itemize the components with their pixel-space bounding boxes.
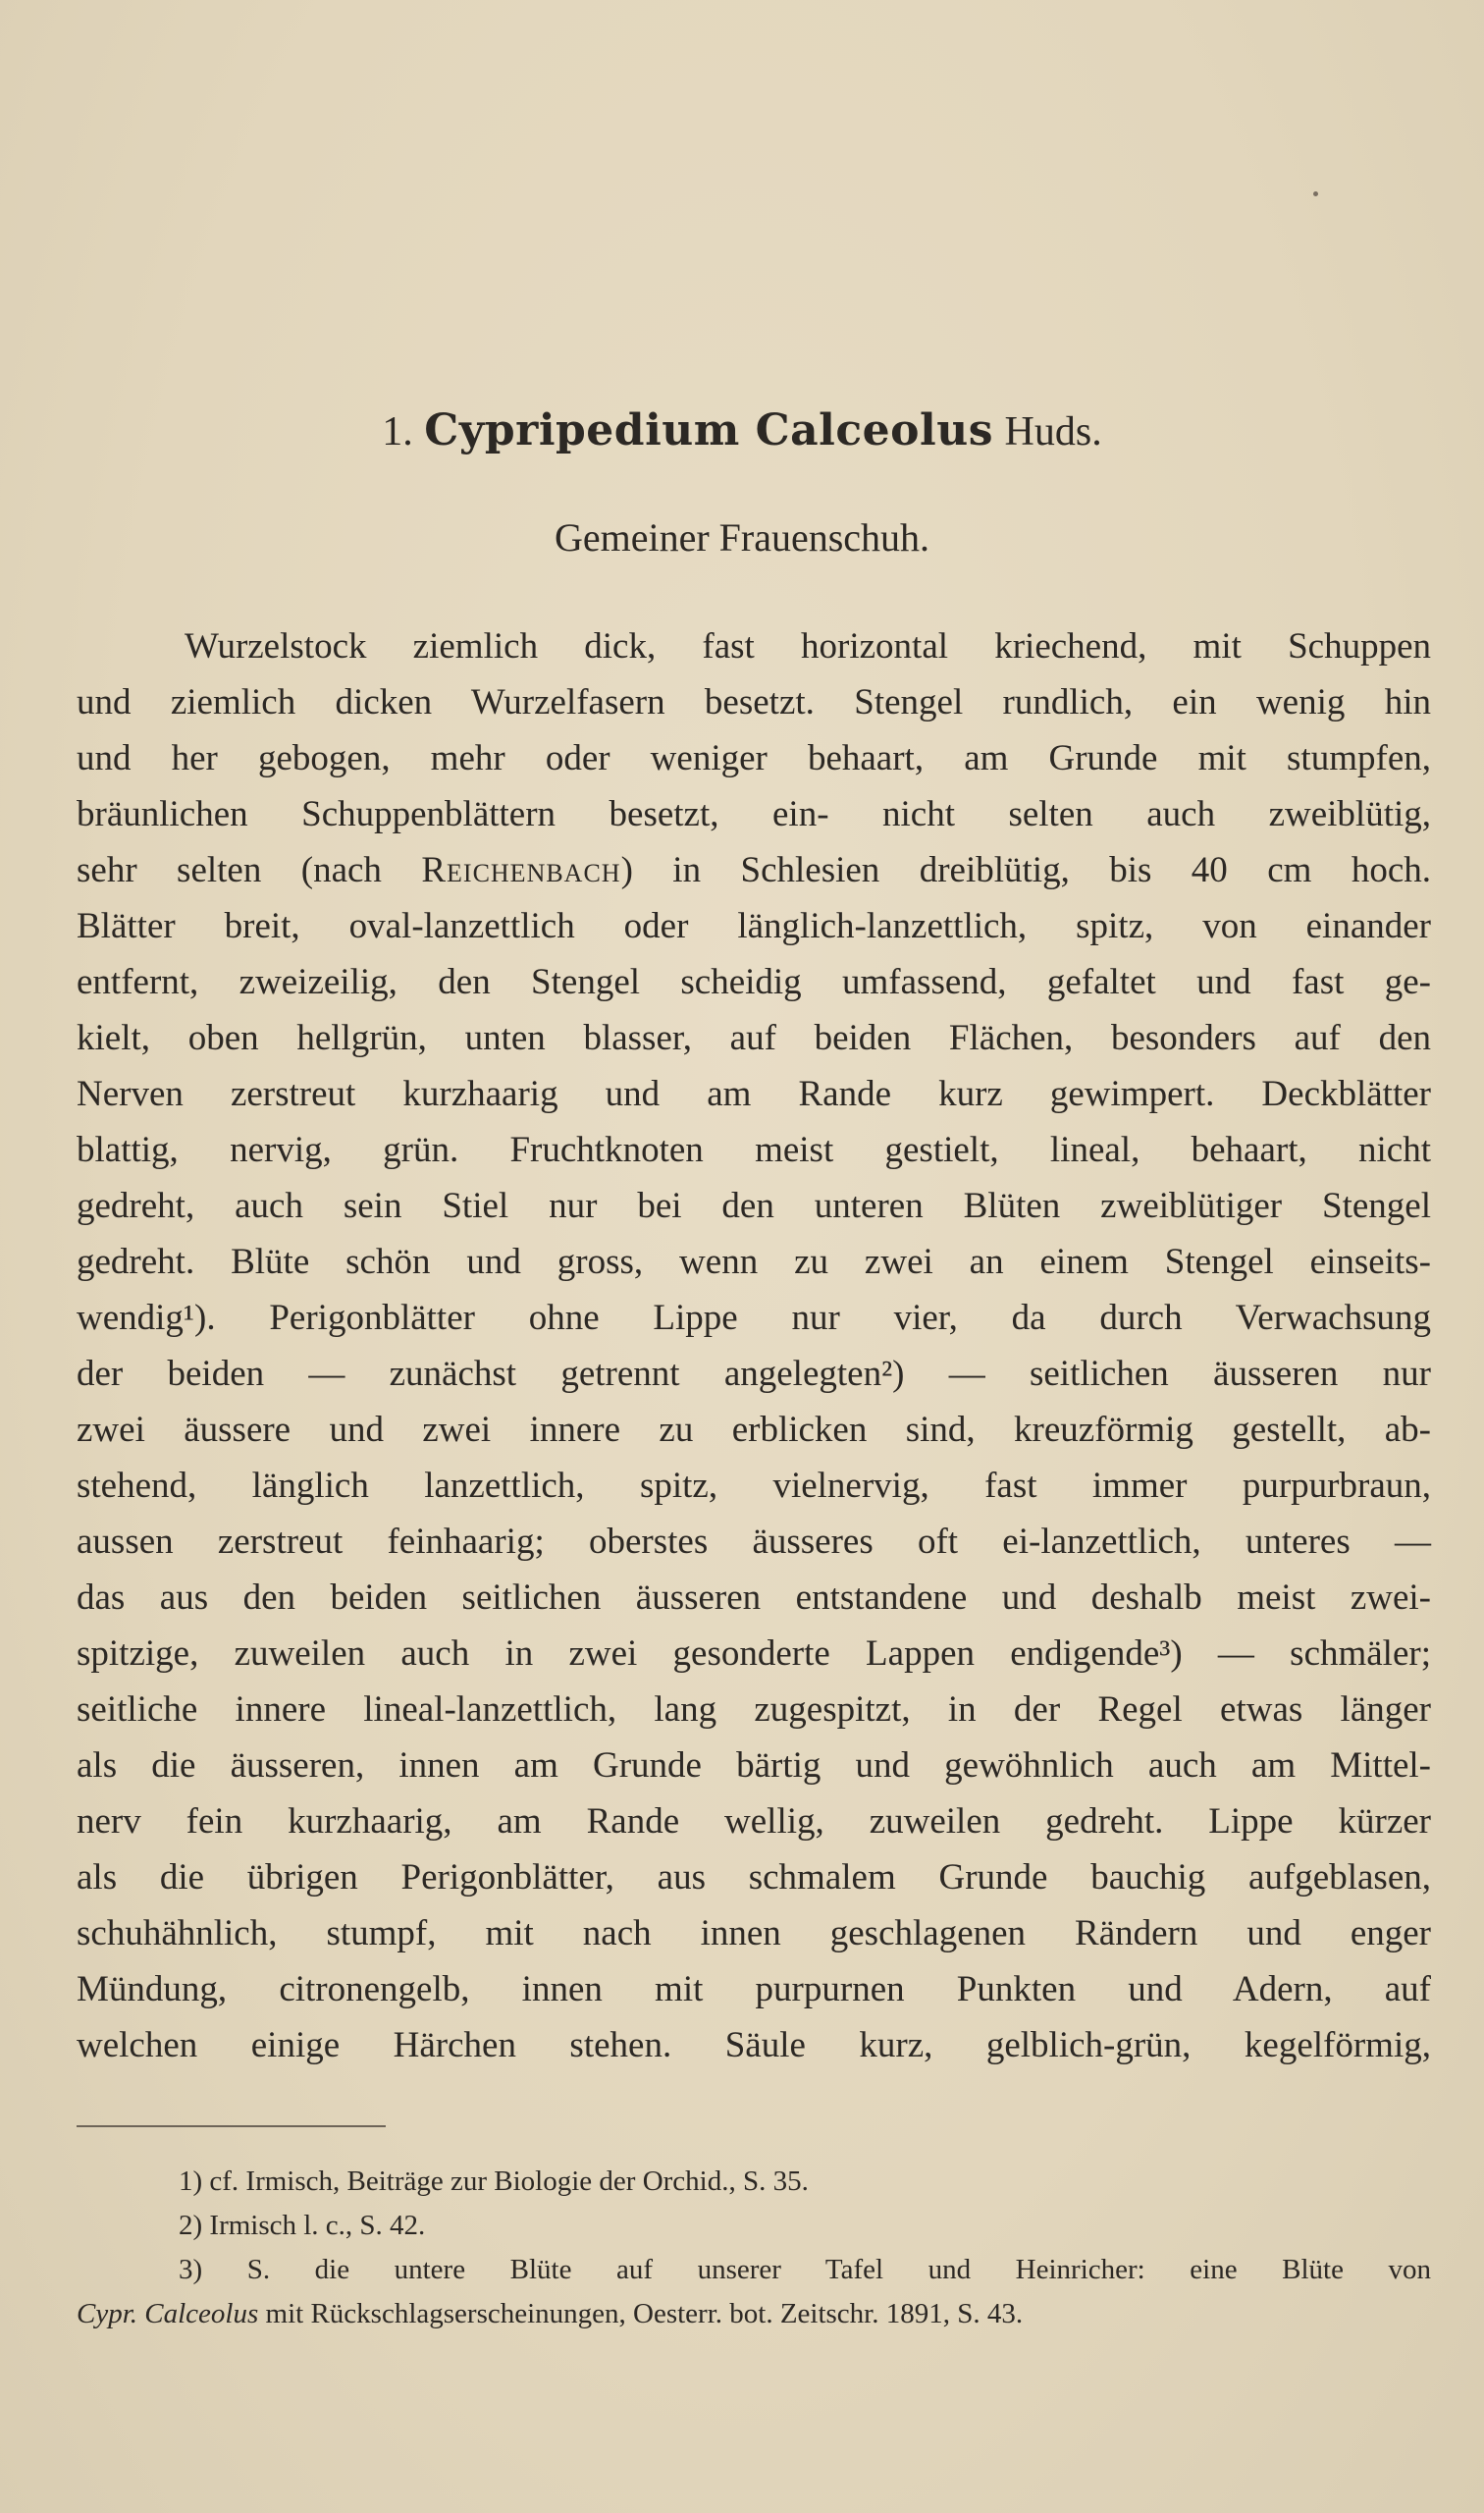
body-line: aussen zerstreut feinhaarig; oberstes äusseres oft ei-lanzettlich, unteres — xyxy=(77,1522,1431,1562)
body-line: nerv fein kurzhaarig, am Rande wellig, zuweilen gedreht. Lippe kürzer xyxy=(77,1801,1431,1842)
body-line: bräunlichen Schuppenblättern besetzt, ein- nicht selten auch zweiblütig, xyxy=(77,794,1431,834)
body-line: entfernt, zweizeilig, den Stengel scheidig umfassend, gefaltet und fast ge- xyxy=(77,962,1431,1002)
footnote-divider xyxy=(77,2125,386,2127)
line-text: sehr selten (nach xyxy=(77,850,422,890)
body-line: Nerven zerstreut kurzhaarig und am Rande kurz gewimpert. Deckblätter xyxy=(77,1074,1431,1114)
body-line-author-ref xyxy=(77,842,1431,898)
body-line: welchen einige Härchen stehen. Säule kurz, gelblich-grün, kegelförmig, xyxy=(77,2025,1431,2065)
line-text: ) in Schlesien dreiblütig, bis 40 cm hoch. xyxy=(620,850,1431,890)
body-line: Blätter breit, oval-lanzettlich oder länglich-lanzettlich, spitz, von einander xyxy=(77,906,1431,946)
footnote-3: 3) S. die untere Blüte auf unserer Tafel und Heinricher: eine Blüte von xyxy=(179,2254,1431,2285)
body-line: wendig¹). Perigonblätter ohne Lippe nur vier, da durch Verwachsung xyxy=(77,1298,1431,1338)
footnote-2: 2) Irmisch l. c., S. 42. xyxy=(179,2210,426,2241)
footnotes xyxy=(77,2160,1431,2336)
body-line: schuhähnlich, stumpf, mit nach innen geschlagenen Rändern und enger xyxy=(77,1913,1431,1953)
footnote-3-text: mit Rückschlagserscheinungen, Oesterr. bot. Zeitschr. 1891, S. 43. xyxy=(258,2298,1024,2329)
body-line: als die übrigen Perigonblätter, aus schmalem Grunde bauchig aufgeblasen, xyxy=(77,1857,1431,1898)
common-name: Gemeiner Frauenschuh. xyxy=(554,515,930,560)
species-number: 1. xyxy=(382,409,413,454)
description-body xyxy=(77,618,1431,2073)
body-line: gedreht, auch sein Stiel nur bei den unteren Blüten zweiblütiger Stengel xyxy=(77,1186,1431,1226)
footnote-3-continued xyxy=(77,2292,1431,2336)
paper-speck xyxy=(1313,191,1318,196)
body-line: Mündung, citronengelb, innen mit purpurnen Punkten und Adern, auf xyxy=(77,1969,1431,2009)
author-reference: Reichenbach xyxy=(421,850,621,890)
body-line: als die äusseren, innen am Grunde bärtig und gewöhnlich auch am Mittel- xyxy=(77,1745,1431,1786)
body-line: blattig, nervig, grün. Fruchtknoten meist gestielt, lineal, behaart, nicht xyxy=(77,1130,1431,1170)
body-line: gedreht. Blüte schön und gross, wenn zu zwei an einem Stengel einseits- xyxy=(77,1242,1431,1282)
body-line: das aus den beiden seitlichen äusseren entstandene und deshalb meist zwei- xyxy=(77,1577,1431,1618)
body-line: Wurzelstock ziemlich dick, fast horizontal kriechend, mit Schuppen xyxy=(185,626,1431,667)
body-line: zwei äussere und zwei innere zu erblicken sind, kreuzförmig gestellt, ab- xyxy=(77,1410,1431,1450)
species-name: Cypripedium Calceolus xyxy=(424,405,994,455)
body-line: seitliche innere lineal-lanzettlich, lang zugespitzt, in der Regel etwas länger xyxy=(77,1689,1431,1730)
body-line: der beiden — zunächst getrennt angelegten²) — seitlichen äusseren nur xyxy=(77,1354,1431,1394)
body-line: und ziemlich dicken Wurzelfasern besetzt. Stengel rundlich, ein wenig hin xyxy=(77,682,1431,722)
body-line: kielt, oben hellgrün, unten blasser, auf beiden Flächen, besonders auf den xyxy=(77,1018,1431,1058)
footnote-3-species: Cypr. Calceolus xyxy=(77,2298,259,2329)
body-line: spitzige, zuweilen auch in zwei gesonderte Lappen endigende³) — schmäler; xyxy=(77,1633,1431,1674)
footnote-1: 1) cf. Irmisch, Beiträge zur Biologie der Orchid., S. 35. xyxy=(179,2165,809,2197)
body-line: und her gebogen, mehr oder weniger behaart, am Grunde mit stumpfen, xyxy=(77,738,1431,778)
body-line: stehend, länglich lanzettlich, spitz, vielnervig, fast immer purpurbraun, xyxy=(77,1466,1431,1506)
species-heading xyxy=(0,402,1484,457)
species-author: Huds. xyxy=(1004,409,1102,454)
